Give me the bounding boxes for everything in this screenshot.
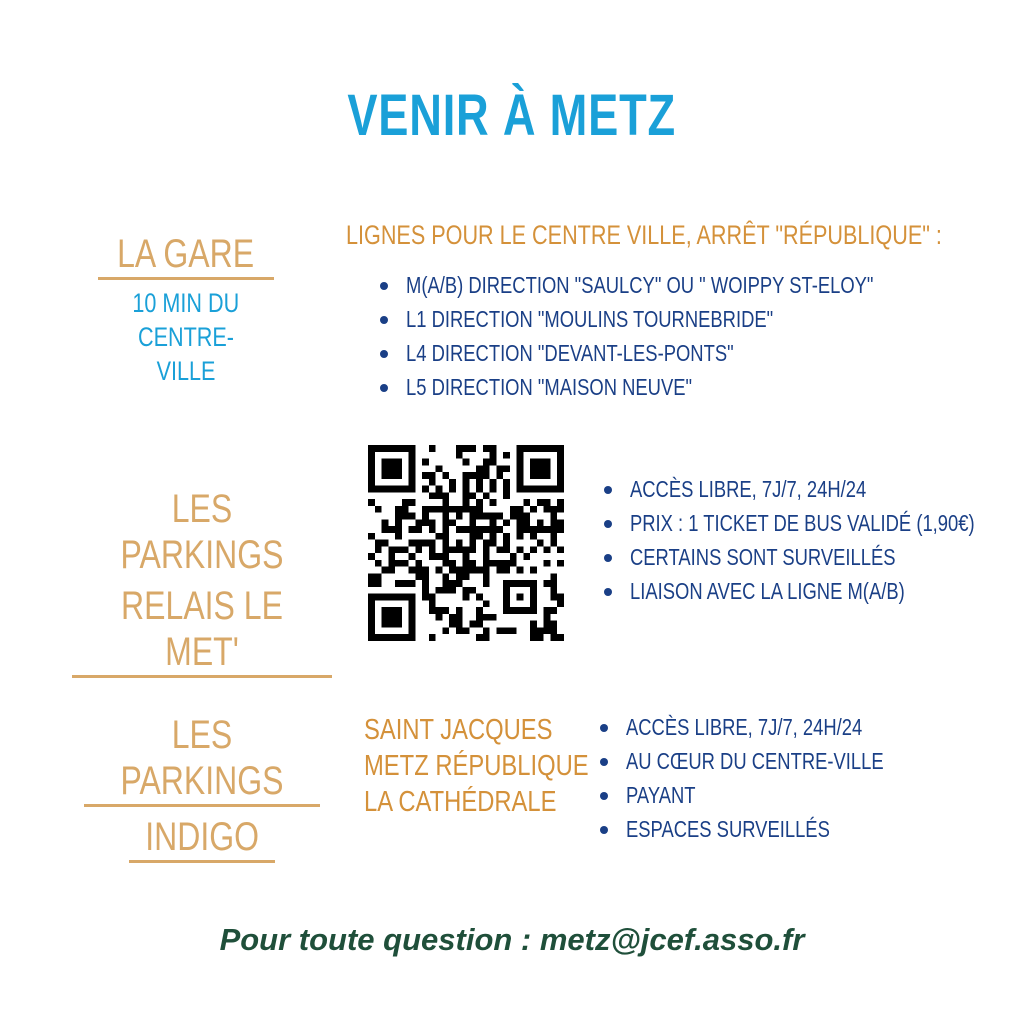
list-item: M(A/B) DIRECTION "SAULCY" OU " WOIPPY ST-ELOY" (380, 268, 990, 302)
list-item: AU CŒUR DU CENTRE-VILLE (600, 744, 948, 778)
list-item: L1 DIRECTION "MOULINS TOURNEBRIDE" (380, 302, 990, 336)
gare-subtitle: 10 MIN DU CENTRE-VILLE (132, 288, 240, 386)
location-item: SAINT JACQUES (364, 714, 553, 746)
qr-code[interactable] (368, 445, 564, 641)
gare-lines-heading: LIGNES POUR LE CENTRE VILLE, ARRÊT "RÉPUBLIQUE" : (346, 220, 942, 250)
gare-lines-list (380, 268, 990, 404)
list-item: ACCÈS LIBRE, 7J/7, 24H/24 (604, 472, 1024, 506)
gare-heading: LA GARE (96, 226, 276, 282)
page-title: VENIR À METZ (347, 83, 677, 148)
relais-heading: LES PARKINGS RELAIS LE MET' (72, 486, 332, 680)
list-item: L5 DIRECTION "MAISON NEUVE" (380, 370, 990, 404)
location-item: METZ RÉPUBLIQUE (364, 750, 589, 782)
list-item: PRIX : 1 TICKET DE BUS VALIDÉ (1,90€) (604, 506, 1024, 540)
list-item: LIAISON AVEC LA LIGNE M(A/B) (604, 574, 1024, 608)
list-item: CERTAINS SONT SURVEILLÉS (604, 540, 1024, 574)
location-item: LA CATHÉDRALE (364, 786, 557, 818)
relais-list (604, 472, 1024, 608)
indigo-list (600, 710, 948, 846)
list-item: PAYANT (600, 778, 948, 812)
indigo-heading: LES PARKINGS INDIGO (84, 712, 320, 865)
indigo-locations (364, 712, 638, 820)
list-item: ACCÈS LIBRE, 7J/7, 24H/24 (600, 710, 948, 744)
contact-footer: Pour toute question : metz@jcef.asso.fr (219, 922, 805, 957)
list-item: ESPACES SURVEILLÉS (600, 812, 948, 846)
list-item: L4 DIRECTION "DEVANT-LES-PONTS" (380, 336, 990, 370)
